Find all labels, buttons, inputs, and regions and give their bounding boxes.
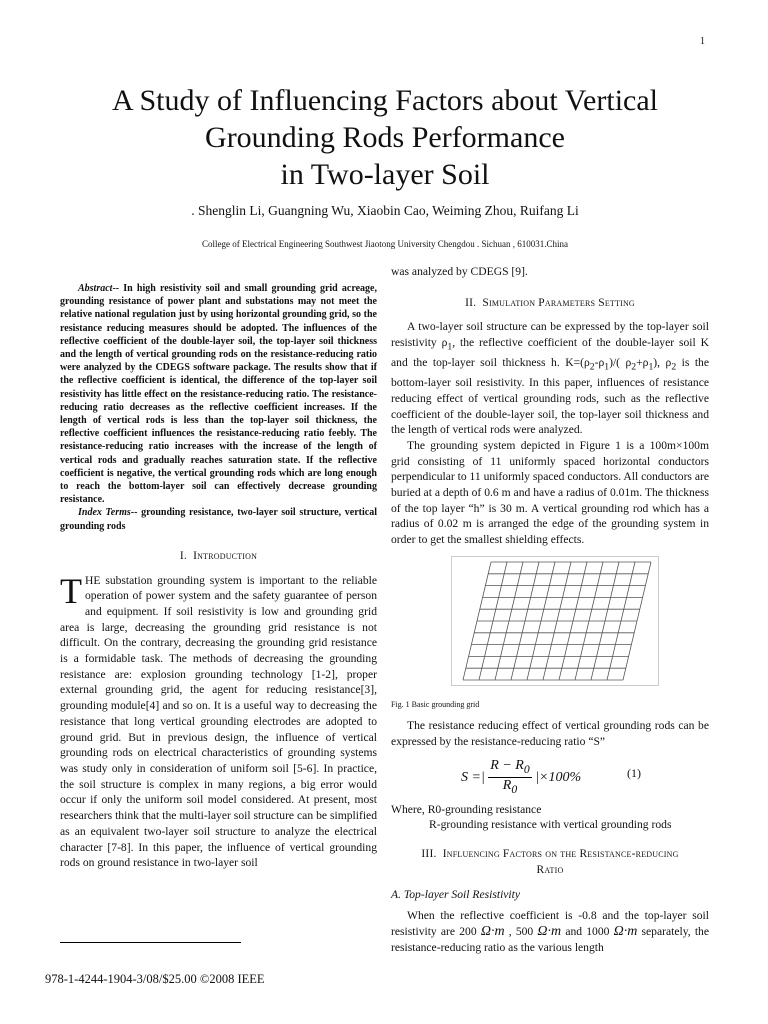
left-column — [60, 264, 377, 871]
abstract-text: -- In high resistivity soil and small grounding grid acreage, grounding resistance of power plant and substations may not meet the relative national regulation just by using horizontal grounding grid, so the resistance reducing measures should be adopted. The influences of the reflective coefficient of the double-layer soil, the top-layer soil thickness and the length of vertical grounding rods on the resistance-reducing ratio were analyzed by the CDEGS software package. The results show that if the reflective coefficient is identical, the difference of the top-layer soil resistivity has little effect on the resistance-reducing ratio. The resistance-reducing ratio decreases as the reflective coefficient increases. If the length of vertical rods is less than the top-layer soil thickness, the reflective coefficient influences the resistance-reducing ratio feebly. The resistance-reducing ratio increases with the increase of the length of vertical rods and gradually reaches saturation state. If the reflective coefficient is negative, the vertical grounding rods which are long enough to reach the bottom-layer soil can effectively decrease grounding resistance. — [60, 283, 377, 506]
sim-paragraph-2: The grounding system depicted in Figure 1 is a 100m×100m grid consisting of 11 uniformly spaced horizontal conductors perpendicular to 11 uniformly spaced conductors. All conductors are buried at a depth of 0.6 m and have a radius of 0.01m. The thickness of the top layer “h” is 30 m. A vertical grounding rod which has a radius of 0.02 m is arranged the edge of the grounding system in order to get the smallest shielding effects. — [391, 438, 709, 547]
index-terms — [60, 506, 377, 532]
grounding-grid-figure — [451, 556, 659, 686]
ratio-paragraph: The resistance reducing effect of vertical grounding rods can be expressed by the resistance-reducing ratio “S” — [391, 719, 709, 748]
index-label: Index Terms — [78, 507, 131, 519]
resistivity-paragraph: When the reflective coefficient is -0.8 and the top-layer soil resistivity are 200 Ω·m , 500 Ω·m and 1000 Ω·m separately, the resistance-reducing ratio as the various length — [391, 909, 709, 954]
section-heading-factors: III. Influencing Factors on the Resistance-reducing Ratio — [421, 848, 679, 876]
equation-body: S =| $\frac{R - R_0}{R_0}$ |×100% — [461, 757, 582, 796]
footnote-rule — [60, 942, 241, 943]
right-column — [391, 264, 709, 955]
continued-text: was analyzed by CDEGS [9]. — [391, 265, 528, 278]
equation-fraction: $\frac{R - R_0}{R_0}$ — [490, 757, 530, 796]
page-number: 1 — [700, 36, 705, 47]
equation-number: (1) — [627, 765, 641, 780]
section-heading-simulation: II. Simulation Parameters Setting — [465, 296, 635, 309]
where-line-2: R-grounding resistance with vertical grounding rods — [429, 818, 672, 832]
section-heading-introduction: I. Introduction — [179, 549, 258, 562]
figure-caption: Fig. 1 Basic grounding grid — [391, 699, 480, 709]
intro-paragraph — [60, 570, 377, 871]
affiliation: College of Electrical Engineering Southwest Jiaotong University Chengdou . Sichuan , 610031.China — [202, 239, 568, 249]
abstract-label: Abstract — [78, 283, 113, 294]
index-text: -- grounding resistance, two-layer soil structure, vertical grounding rods — [60, 507, 377, 532]
title-line: in Two-layer Soil — [280, 158, 490, 191]
where-line-1: Where, R0-grounding resistance — [391, 802, 542, 816]
authors: . Shenglin Li, Guangning Wu, Xiaobin Cao, Weiming Zhou, Ruifang Li — [191, 203, 579, 218]
drop-cap: T — [60, 570, 82, 611]
subsection-heading: A. Top-layer Soil Resistivity — [391, 887, 521, 901]
title-line: Grounding Rods Performance — [205, 121, 565, 154]
paper-title — [40, 82, 730, 193]
title-line: A Study of Influencing Factors about Vertical — [111, 84, 658, 117]
sim-paragraph-1: A two-layer soil structure can be expressed by the top-layer soil resistivity $\rho_1$, the reflective coefficient of the double-layer soil K and the top-layer soil thickness h. $K=(\rho_2-\rho_1)/$( $\rho_2+\rho_1$), $\rho_2$ is the bottom-layer soil resistivity. In this paper, influences of resistance reducing effect of vertical grounding rods, such as the reflective coefficient of the double-layer soil, the top-layer soil thickness and the length of vertical rods were analyzed. — [391, 320, 709, 437]
equation-1 — [391, 754, 709, 798]
copyright-line: 978-1-4244-1904-3/08/$25.00 ©2008 IEEE — [45, 972, 265, 986]
intro-text: HE substation grounding system is important to the reliable operation of power system and the safety guarantee of person and equipment. If soil resistivity is low and grounding grid area is large, decreasing the grounding grid resistance is not difficult. On the contrary, decreasing the grounding grid resistance is a formidable task. The methods of decreasing the grounding resistance are: explosion grounding technology [1-2], proper external grounding grid, the agent for reducing resistance[3], grounding module[4] and so on. It is a useful way to decreasing the resistance that long vertical grounding electrodes are adopted to ground grid. But in previous design, the influence of vertical grounding rods on electrical characteristics of grounding systems was study only in consideration of uniform soil [5-6]. In practice, the soil structure is complex in many regions, a big error would occur if only the uniform soil model considered. At present, most researchers think that the multi-layer soil structure can be simplified as an equivalent two-layer soil structure to analyze the electrical character [7-8]. In this paper, the influence of vertical grounding rods on ground resistance in two-layer soil — [60, 573, 377, 870]
abstract — [60, 282, 377, 506]
